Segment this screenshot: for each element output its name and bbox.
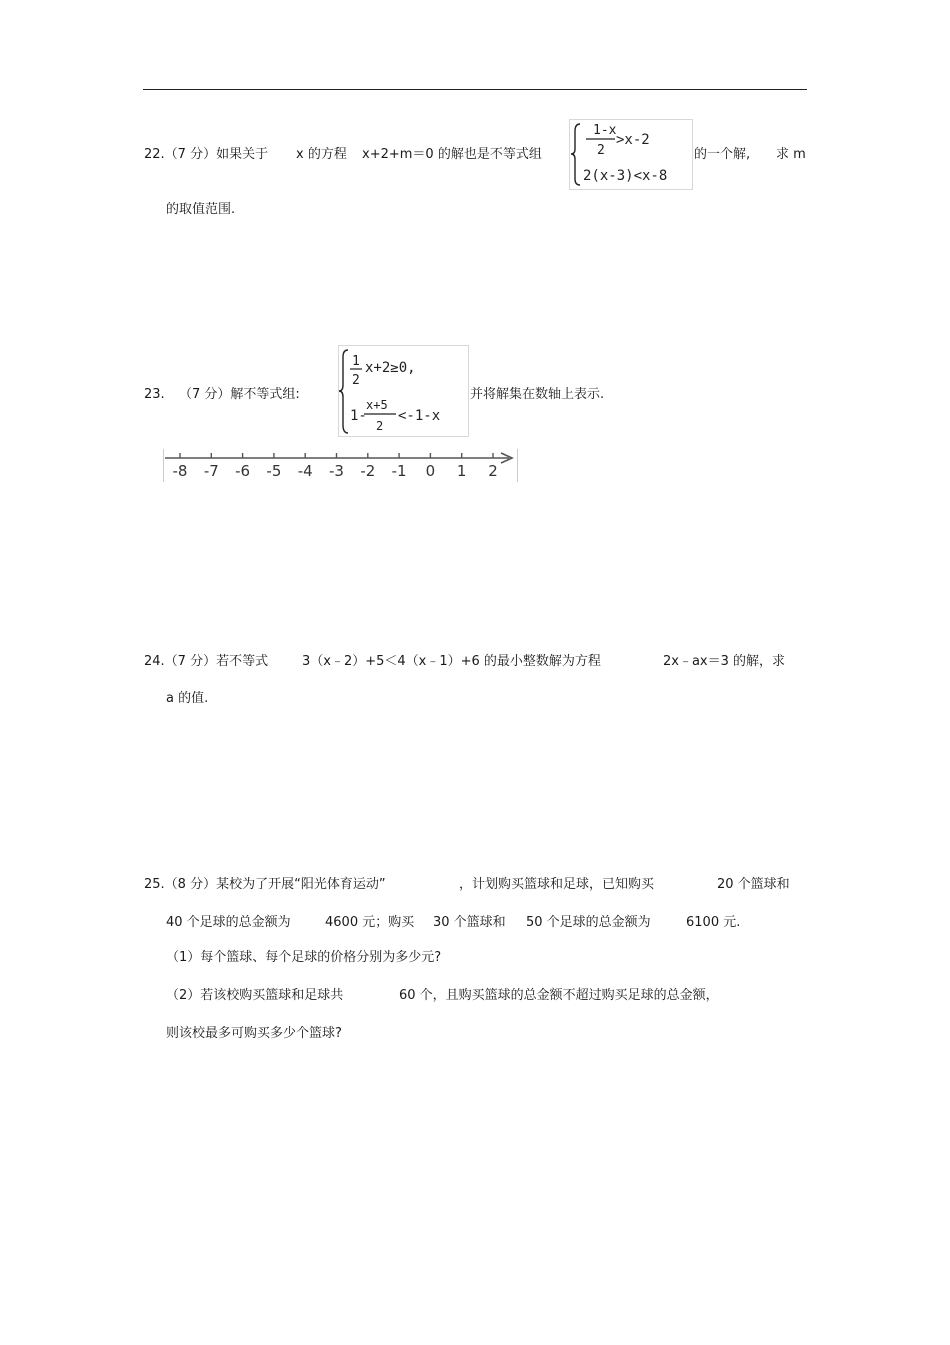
number-line-label: 0	[425, 462, 436, 480]
q25-text: 4600 元；购买	[325, 915, 415, 930]
q25-text: 20 个篮球和	[717, 877, 790, 892]
number-line-label: -3	[329, 462, 344, 480]
q22-frac-numerator: 1-x	[593, 123, 617, 138]
q22-number-and-score: 22.（7 分）如果关于	[144, 147, 269, 162]
q22-ineq1-rest: >x-2	[616, 132, 650, 148]
number-line-label: -7	[203, 462, 219, 480]
q24-number-and-score: 24.（7 分）若不等式	[144, 654, 269, 669]
number-line-label: -1	[391, 462, 407, 480]
q22-ineq2: 2(x-3)<x-8	[583, 168, 668, 184]
q23-frac2-numerator: x+5	[366, 398, 388, 412]
q25-text: ，计划购买篮球和足球，已知购买	[459, 877, 655, 892]
q22-frac-denominator: 2	[597, 143, 605, 158]
q23-frac1-numerator: 1	[352, 354, 360, 369]
number-line	[163, 449, 518, 482]
number-line-label: 1	[456, 462, 467, 480]
q25-subquestion-1: （1）每个篮球、每个足球的价格分别为多少元?	[166, 950, 442, 965]
header-rule	[143, 89, 807, 90]
q25-subquestion-2-cont: 60 个，且购买篮球的总金额不超过购买足球的总金额，	[399, 988, 719, 1003]
q25-text: 30 个篮球和	[433, 915, 506, 930]
q22-text: 求 m	[776, 147, 806, 162]
q23-ineq2-rest: <-1-x	[398, 408, 441, 424]
q23-ineq1-rest: x+2≥0,	[365, 360, 416, 376]
q22-text-line2: 的取值范围.	[166, 202, 236, 217]
q23-inequality-system	[338, 345, 469, 437]
q22-text: x+2+m＝0 的解也是不等式组	[362, 147, 542, 162]
number-line-label: -6	[235, 462, 251, 480]
q25-subquestion-2: （2）若该校购买篮球和足球共	[166, 988, 344, 1003]
q23-frac2-denominator: 2	[376, 419, 384, 433]
q24-text-line2: a 的值.	[166, 691, 209, 706]
q23-text: 并将解集在数轴上表示.	[470, 387, 605, 402]
q23-text: （7 分）解不等式组:	[179, 387, 300, 402]
q23-ineq2-prefix: 1-	[350, 408, 367, 424]
q22-text: x 的方程	[296, 147, 347, 162]
number-line-label: -4	[297, 462, 313, 480]
q25-number-and-score: 25.（8 分）某校为了开展“阳光体育运动”	[144, 877, 386, 892]
q25-subquestion-2-line2: 则该校最多可购买多少个篮球?	[166, 1026, 342, 1041]
q22-text: 的一个解,	[694, 147, 751, 162]
q25-text: 50 个足球的总金额为	[526, 915, 651, 930]
number-line-label: -8	[172, 462, 188, 480]
q25-text: 6100 元.	[686, 915, 741, 930]
q22-inequality-system	[569, 119, 693, 190]
q23-number: 23.	[144, 387, 165, 402]
q24-text: 2x﹣ax＝3 的解，求	[663, 654, 786, 669]
number-line-label: 2	[488, 462, 498, 480]
number-line-label: -5	[266, 462, 282, 480]
q24-text: 3（x﹣2）+5＜4（x﹣1）+6 的最小整数解为方程	[302, 654, 601, 669]
q25-text: 40 个足球的总金额为	[166, 915, 291, 930]
q23-frac1-denominator: 2	[352, 373, 360, 388]
number-line-label: -2	[360, 462, 376, 480]
